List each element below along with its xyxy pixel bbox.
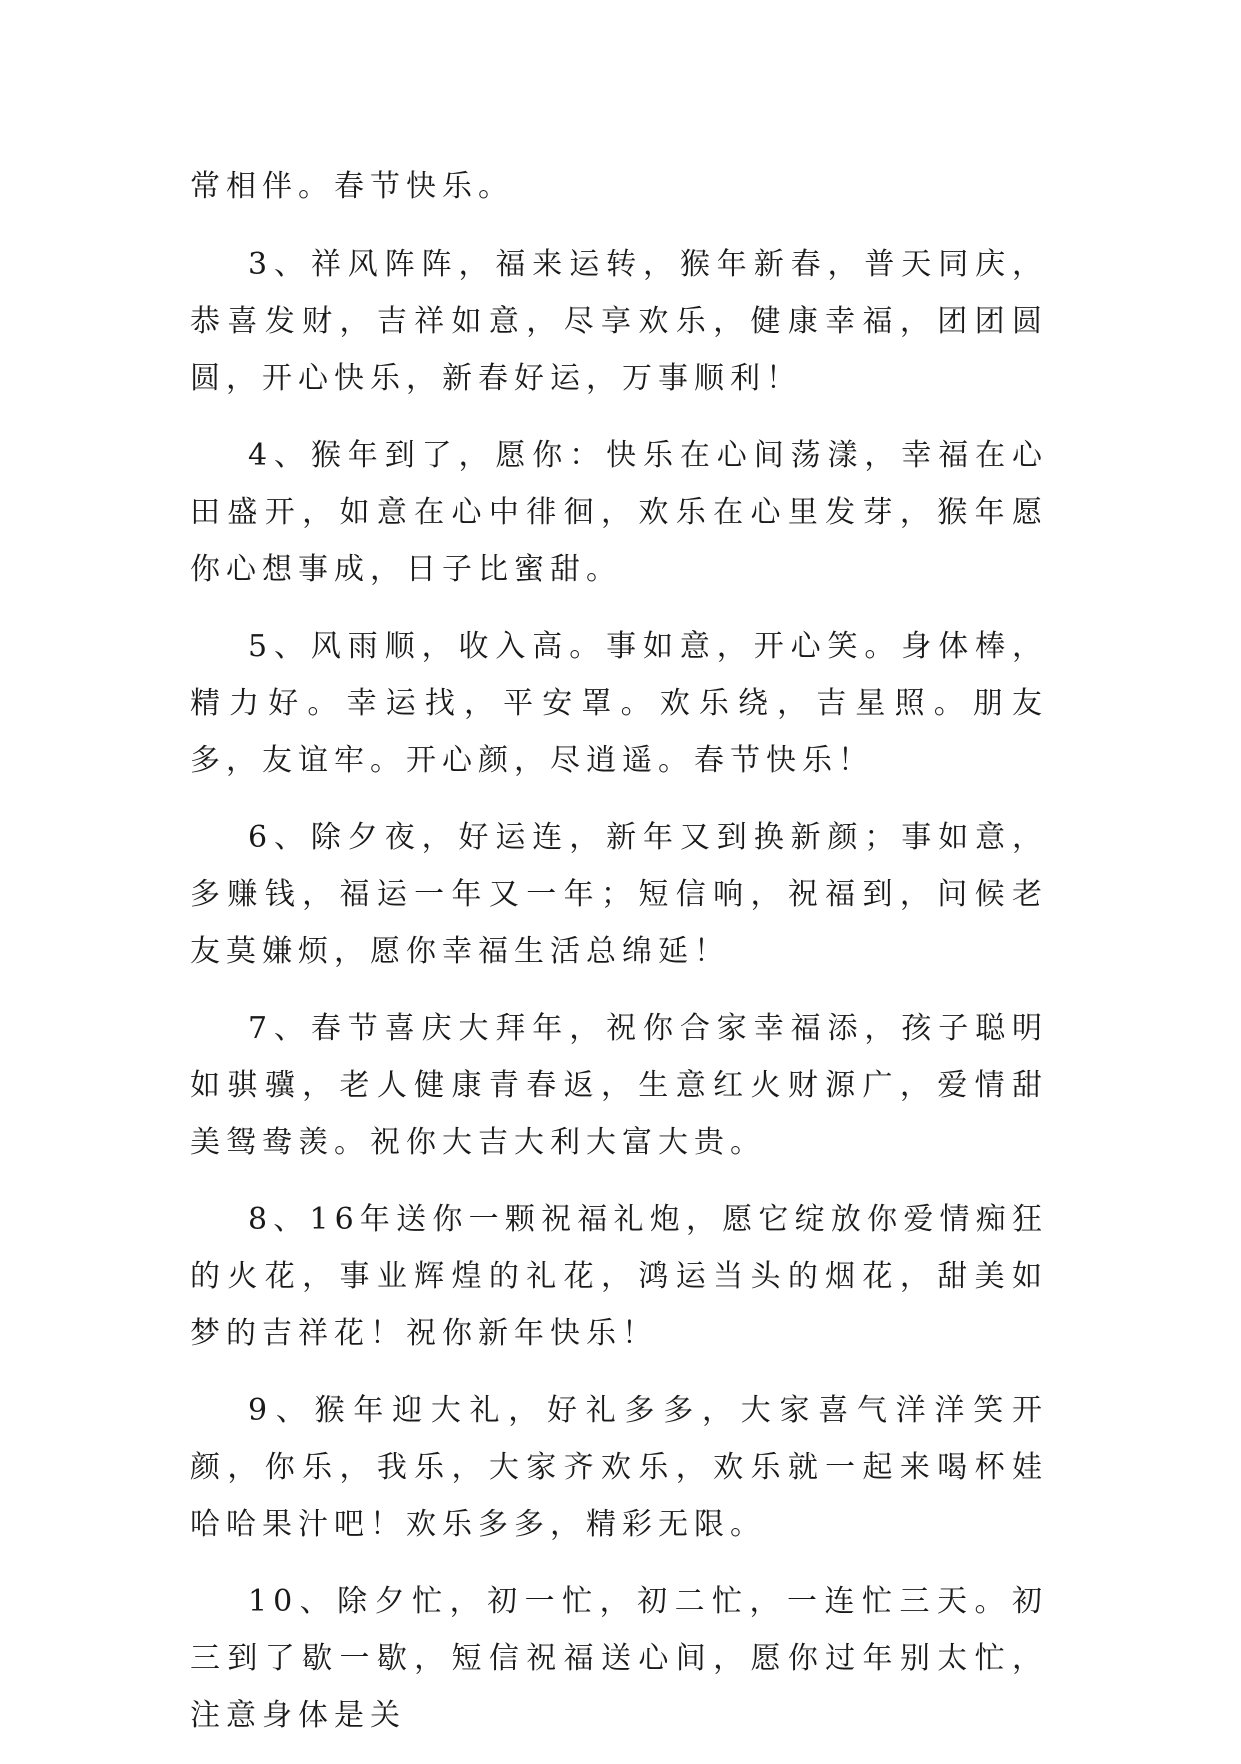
paragraph-item-3: 3、祥风阵阵，福来运转，猴年新春，普天同庆，恭喜发财，吉祥如意，尽享欢乐，健康幸福，团团圆圆，开心快乐，新春好运，万事顺利！ <box>190 247 1048 396</box>
paragraph-continuation: 常相伴。春节快乐。 <box>190 169 514 204</box>
paragraph-item-7: 7、春节喜庆大拜年，祝你合家幸福添，孩子聪明如骐骥，老人健康青春返，生意红火财源广，爱情甜美鸳鸯羡。祝你大吉大利大富大贵。 <box>190 1011 1048 1160</box>
paragraph-item-10: 10、除夕忙，初一忙，初二忙，一连忙三天。初三到了歇一歇，短信祝福送心间，愿你过年别太忙，注意身体是关 <box>190 1584 1048 1733</box>
document-body <box>190 158 1048 1764</box>
paragraph-item-6: 6、除夕夜，好运连，新年又到换新颜；事如意，多赚钱，福运一年又一年；短信响，祝福到，问候老友莫嫌烦，愿你幸福生活总绵延！ <box>190 820 1048 969</box>
paragraph-item-8: 8、16年送你一颗祝福礼炮，愿它绽放你爱情痴狂的火花，事业辉煌的礼花，鸿运当头的烟花，甜美如梦的吉祥花！祝你新年快乐！ <box>190 1202 1048 1351</box>
paragraph-item-9: 9、猴年迎大礼，好礼多多，大家喜气洋洋笑开颜，你乐，我乐，大家齐欢乐，欢乐就一起来喝杯娃哈哈果汁吧！欢乐多多，精彩无限。 <box>190 1393 1048 1542</box>
paragraph-item-4: 4、猴年到了，愿你：快乐在心间荡漾，幸福在心田盛开，如意在心中徘徊，欢乐在心里发芽，猴年愿你心想事成，日子比蜜甜。 <box>190 438 1048 587</box>
paragraph-item-5: 5、风雨顺，收入高。事如意，开心笑。身体棒，精力好。幸运找，平安罩。欢乐绕，吉星照。朋友多，友谊牢。开心颜，尽逍遥。春节快乐！ <box>190 629 1048 778</box>
